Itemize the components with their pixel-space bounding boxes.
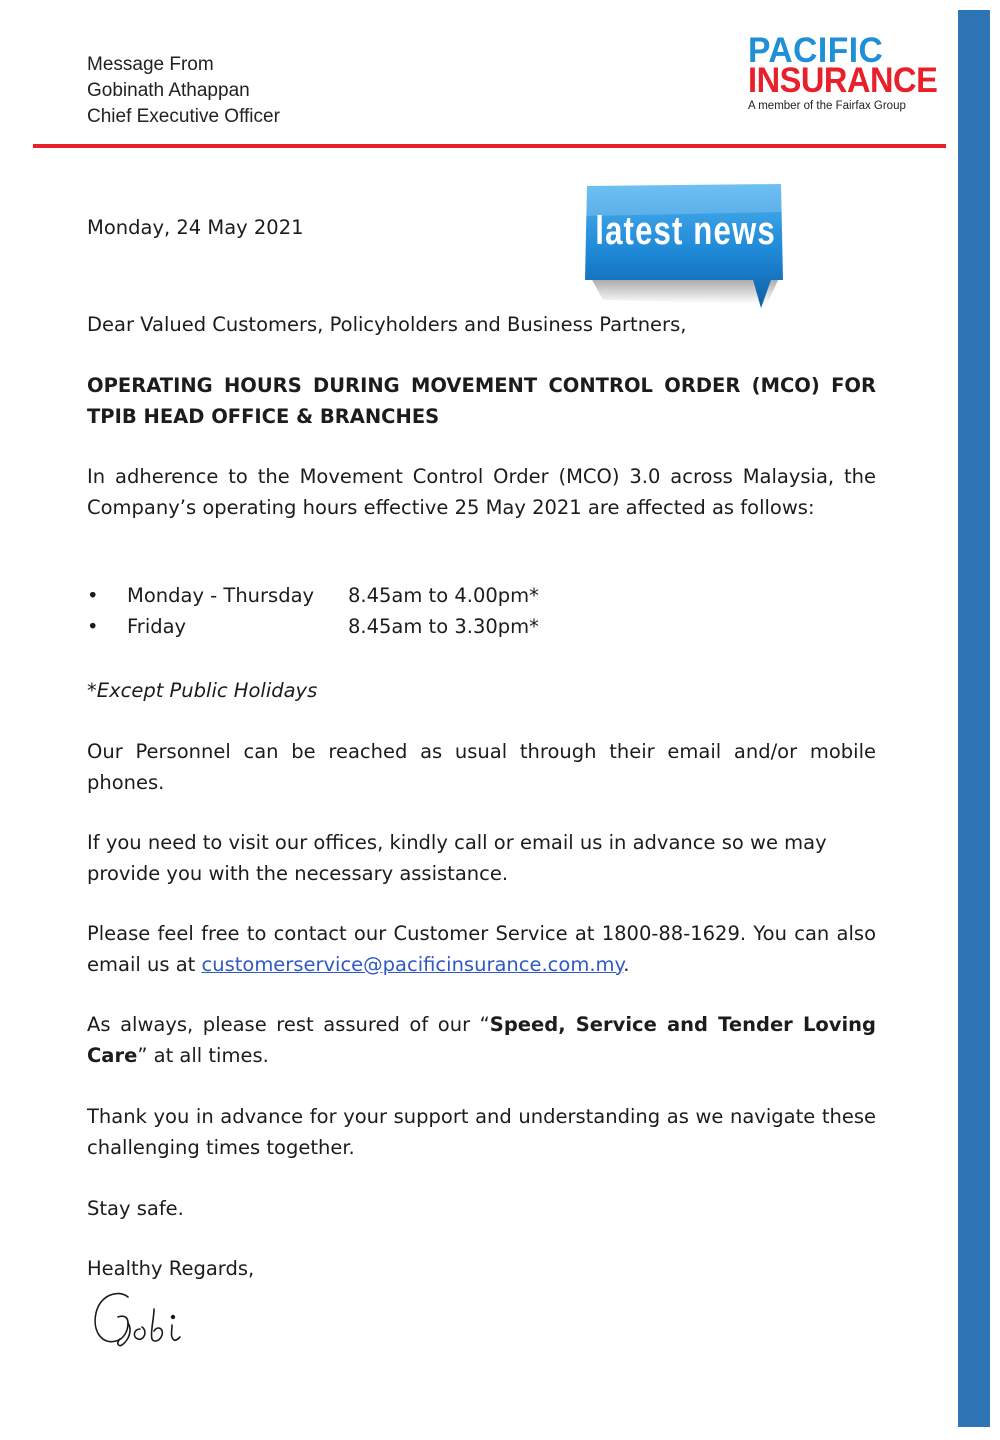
signature	[88, 1285, 188, 1349]
note-asterisk: *	[87, 679, 97, 702]
bullet-mark: •	[87, 615, 99, 638]
sender-block	[87, 52, 280, 130]
intro-paragraph: In adherence to the Movement Control Order (MCO) 3.0 across Malaysia, the Company’s operating hours effective 25 May 2021 are affected as follows:	[87, 465, 876, 519]
right-accent-bar	[958, 10, 990, 1427]
sender-name: Gobinath Athappan	[87, 80, 250, 101]
logo-word-insurance: INSURANCE	[748, 61, 938, 100]
visit-paragraph: If you need to visit our offices, kindly call or email us in advance so we may provide you with the necessary assistance.	[87, 831, 827, 885]
company-logo	[748, 31, 946, 114]
assure-post: ” at all times.	[137, 1043, 269, 1067]
hours-day: Monday - Thursday	[127, 584, 315, 607]
personnel-paragraph: Our Personnel can be reached as usual through their email and/or mobile phones.	[87, 740, 876, 794]
closing: Healthy Regards,	[87, 1257, 255, 1280]
thanks-paragraph: Thank you in advance for your support and understanding as we navigate these challenging times together.	[87, 1105, 876, 1159]
badge-text: latest news	[595, 208, 775, 253]
letter-date: Monday, 24 May 2021	[87, 216, 304, 239]
latest-news-badge	[583, 182, 785, 310]
contact-text: Please feel free to contact our Customer Service at 1800-88-1629. You can also email us at	[87, 922, 876, 976]
assure-bold: Speed, Service and Tender Loving Care	[87, 1013, 877, 1067]
customer-service-email-link[interactable]: customerservice@pacificinsurance.com.my	[201, 952, 624, 976]
bullet-mark: •	[87, 584, 99, 607]
stay-safe: Stay safe.	[87, 1197, 184, 1220]
contact-paragraph	[87, 919, 876, 980]
assurance-paragraph	[87, 1010, 876, 1071]
hours-day: Friday	[127, 615, 187, 638]
salutation: Dear Valued Customers, Policyholders and Business Partners,	[87, 313, 687, 336]
note-text: Except Public Holidays	[96, 679, 318, 702]
contact-end: .	[623, 952, 630, 976]
logo-word-pacific: PACIFIC	[748, 31, 884, 70]
assure-pre: As always, please rest assured of our “	[87, 1013, 490, 1036]
logo-tagline: A member of the Fairfax Group	[748, 100, 906, 112]
hours-time: 8.45am to 4.00pm*	[348, 584, 539, 607]
sender-label: Message From	[87, 54, 214, 75]
subject-heading: OPERATING HOURS DURING MOVEMENT CONTROL ORDER (MCO) FOR TPIB HEAD OFFICE & BRANCHES	[87, 374, 876, 428]
hours-time: 8.45am to 3.30pm*	[348, 615, 539, 638]
holiday-note	[87, 676, 876, 707]
header-divider	[33, 144, 946, 148]
sender-title: Chief Executive Officer	[87, 106, 280, 127]
